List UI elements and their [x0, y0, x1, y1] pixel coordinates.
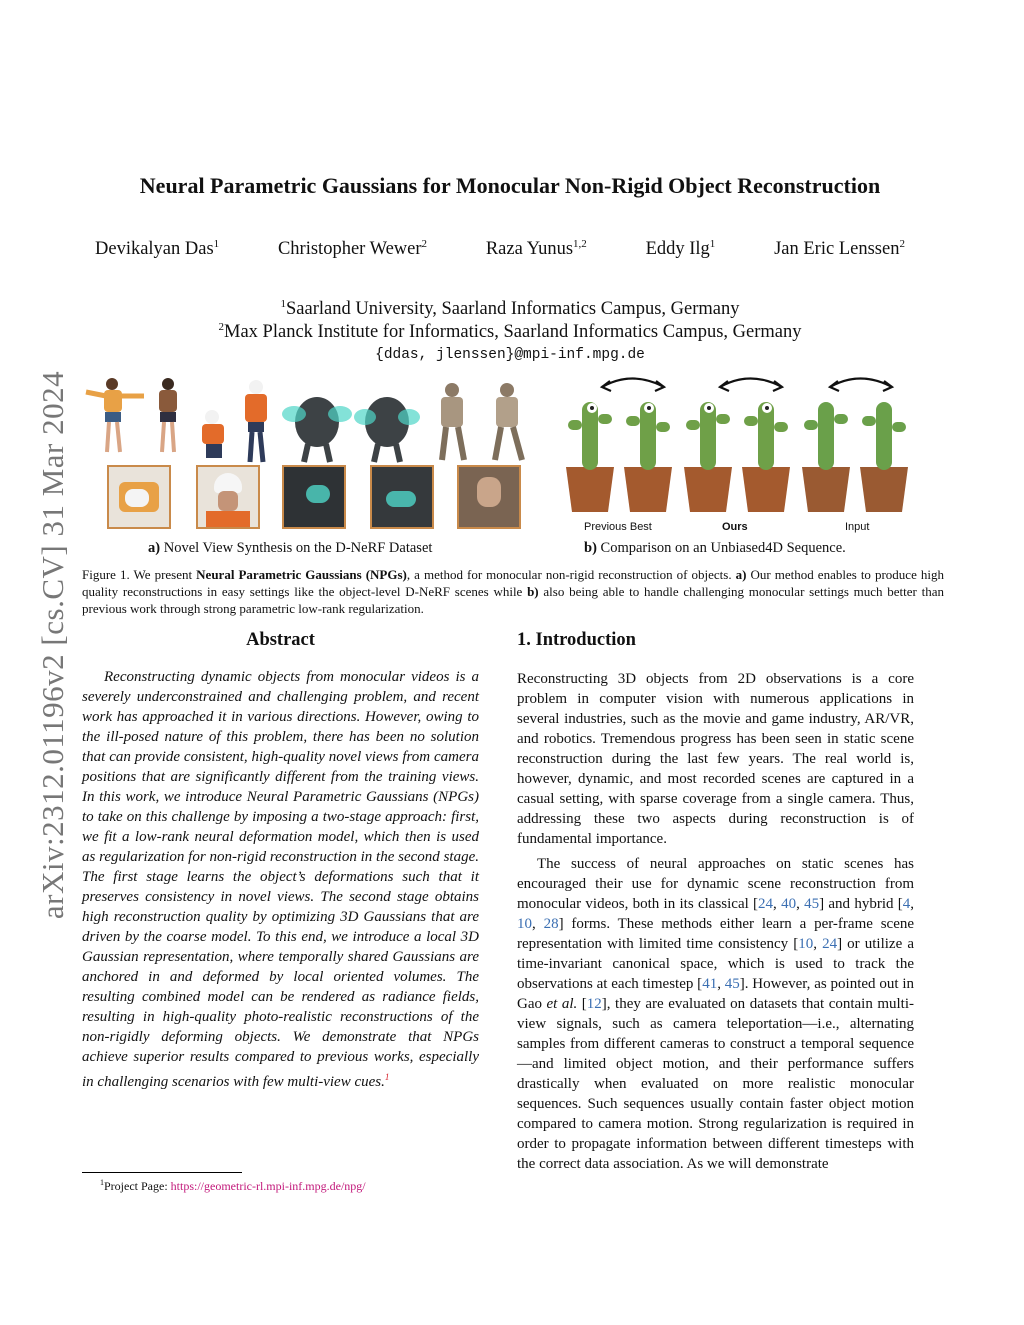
figure-a-renders [82, 372, 542, 467]
author: Eddy Ilg$^1$ [645, 238, 716, 260]
citation-link[interactable]: 10 [517, 916, 532, 932]
zoom-thumbnail [282, 465, 346, 529]
arrow-icon [720, 379, 782, 392]
label-previous-best: Previous Best [584, 521, 652, 533]
author: Devikalyan Das$^1$ [95, 238, 220, 260]
subfigure-b-caption: b) Comparison on an Unbiased4D Sequence. [584, 540, 846, 556]
abstract-body: Reconstructing dynamic objects from monocular videos is a severely underconstrained and challenging problem, and recent work has approached it in various directions. However, owing to the ill-posed nature of this problem, there has been no solution that can provide consistent, high-quality novel views from camera positions that are significantly different from the training views. In this work, we introduce Neural Parametric Gaussians (NPGs) to take on this challenge by imposing a two-stage approach: first, we fit a low-rank neural deformation model, which then is used as regularization for non-rigid reconstruction in the second stage. The first stage learns the object’s deformations such that it preserves consistency in novel views. The second stage obtains high reconstruction quality by optimizing 3D Gaussians that are driven by the coarse model. To this end, we introduce a local 3D Gaussian representation, where temporally shared Gaussians are anchored in and deformed by local oriented volumes. The resulting combined model can be rendered as radiance fields, resulting in high-quality photo-realistic reconstructions of the non-rigidly deforming objects. We demonstrate that NPGs achieve superior results compared to previous works, especially in challenging scenarios with few multi-view cues.$^1$ [82, 669, 479, 1090]
subfigure-a-caption: a) Novel View Synthesis on the D-NeRF Dataset [148, 540, 433, 556]
arrow-icon [602, 379, 664, 392]
footnote-divider [82, 1172, 242, 1173]
introduction-heading: 1. Introduction [517, 630, 636, 650]
figure-caption: Figure 1. We present Neural Parametric Gaussians (NPGs), a method for monocular non-rigid reconstruction of objects. a) Our method enables to produce high quality reconstructions in easy settings like the object-level D-NeRF scenes while b) also being able to handle challenging monocular settings much better than previous work through strong parametric low-rank regularization. [82, 567, 944, 616]
citation-link[interactable]: 45 [724, 976, 740, 992]
zoom-thumbnail [457, 465, 521, 529]
citation-link[interactable]: 41 [702, 976, 718, 992]
zoom-thumbnail [196, 465, 260, 529]
citation-link[interactable]: 10 [798, 936, 814, 952]
author-list [95, 238, 905, 260]
figure-b-cactus-renders [552, 372, 922, 527]
affiliation: $^2$Max Planck Institute for Informatics, Saarland Informatics Campus, Germany [218, 321, 802, 343]
footnote-marker[interactable]: 1 [384, 1072, 390, 1082]
label-input: Input [845, 521, 870, 533]
author: Christopher Wewer$^2$ [277, 238, 428, 260]
intro-paragraph: Reconstructing 3D objects from 2D observations is a core problem in computer vision with numerous applications in several industries, such as the movie and game industry, AR/VR, and robotics. Tremendous progress has been seen in static scene reconstruction during the last few years. The real world is, however, dynamic, and most recorded scenes are captured in a casual setting, with sparse coverage from a single camera. Thus, addressing these two aspects during reconstruction is of fundamental importance. [517, 671, 914, 847]
citation-link[interactable]: 28 [543, 916, 559, 932]
author: Jan Eric Lenssen$^2$ [774, 238, 905, 260]
worker-figure-illustration [202, 380, 267, 462]
zoom-thumbnail [370, 465, 434, 529]
cactus-illustration [566, 402, 672, 512]
label-ours: Ours [722, 521, 748, 533]
soldier-figure-illustration [441, 383, 522, 460]
citation-link[interactable]: 24 [822, 936, 838, 952]
intro-paragraph: The success of neural approaches on static scenes has encouraged their use for dynamic scene reconstruction from monocular videos, both in its classical [24, 40, 45] and hybrid [4, 10, 28] forms. These methods either learn a per-frame scene representation with limited time consistency [10, 24] or utilize a time-invariant canonical space, which is used to track the observations at each timestep [41, 45]. However, as pointed out in Gao et al. [12], they are evaluated on datasets that contain multi-view signals, such as camera teleportation—i.e., alternating samples from different cameras to construct a temporal sequence—and limited object motion, and their performance suffers drastically when evaluated on more realistic monocular sequences. Such sequences usually contain faster object motion compared to camera motion. Strong regularization is required in order to propagate information between different timesteps with the correct data association. As we will demonstrate [517, 856, 915, 1172]
arrow-icon [830, 379, 892, 392]
footnote: $^1$Project Page: https://geometric-rl.mpi-inf.mpg.de/npg/ [100, 1178, 366, 1193]
cactus-illustration [684, 402, 790, 512]
abstract-heading: Abstract [246, 630, 315, 650]
monster-figure-illustration [282, 397, 420, 462]
contact-email: {ddas, jlenssen}@mpi-inf.mpg.de [375, 347, 645, 363]
citation-link[interactable]: 40 [781, 896, 797, 912]
affiliation: $^1$Saarland University, Saarland Informatics Campus, Germany [280, 298, 740, 320]
arxiv-stamp: arXiv:2312.01196v2 [cs.CV] 31 Mar 2024 [35, 370, 70, 920]
human-figure-illustration [86, 378, 177, 452]
zoom-thumbnail [107, 465, 171, 529]
citation-link[interactable]: 4 [902, 896, 911, 912]
project-page-link[interactable]: https://geometric-rl.mpi-inf.mpg.de/npg/ [170, 1179, 366, 1193]
citation-link[interactable]: 12 [586, 996, 602, 1012]
cactus-illustration [802, 402, 908, 512]
author: Raza Yunus$^{1,2}$ [485, 238, 587, 260]
citation-link[interactable]: 45 [804, 896, 820, 912]
paper-title: Neural Parametric Gaussians for Monocular Non-Rigid Object Reconstruction [139, 173, 881, 198]
citation-link[interactable]: 24 [758, 896, 774, 912]
